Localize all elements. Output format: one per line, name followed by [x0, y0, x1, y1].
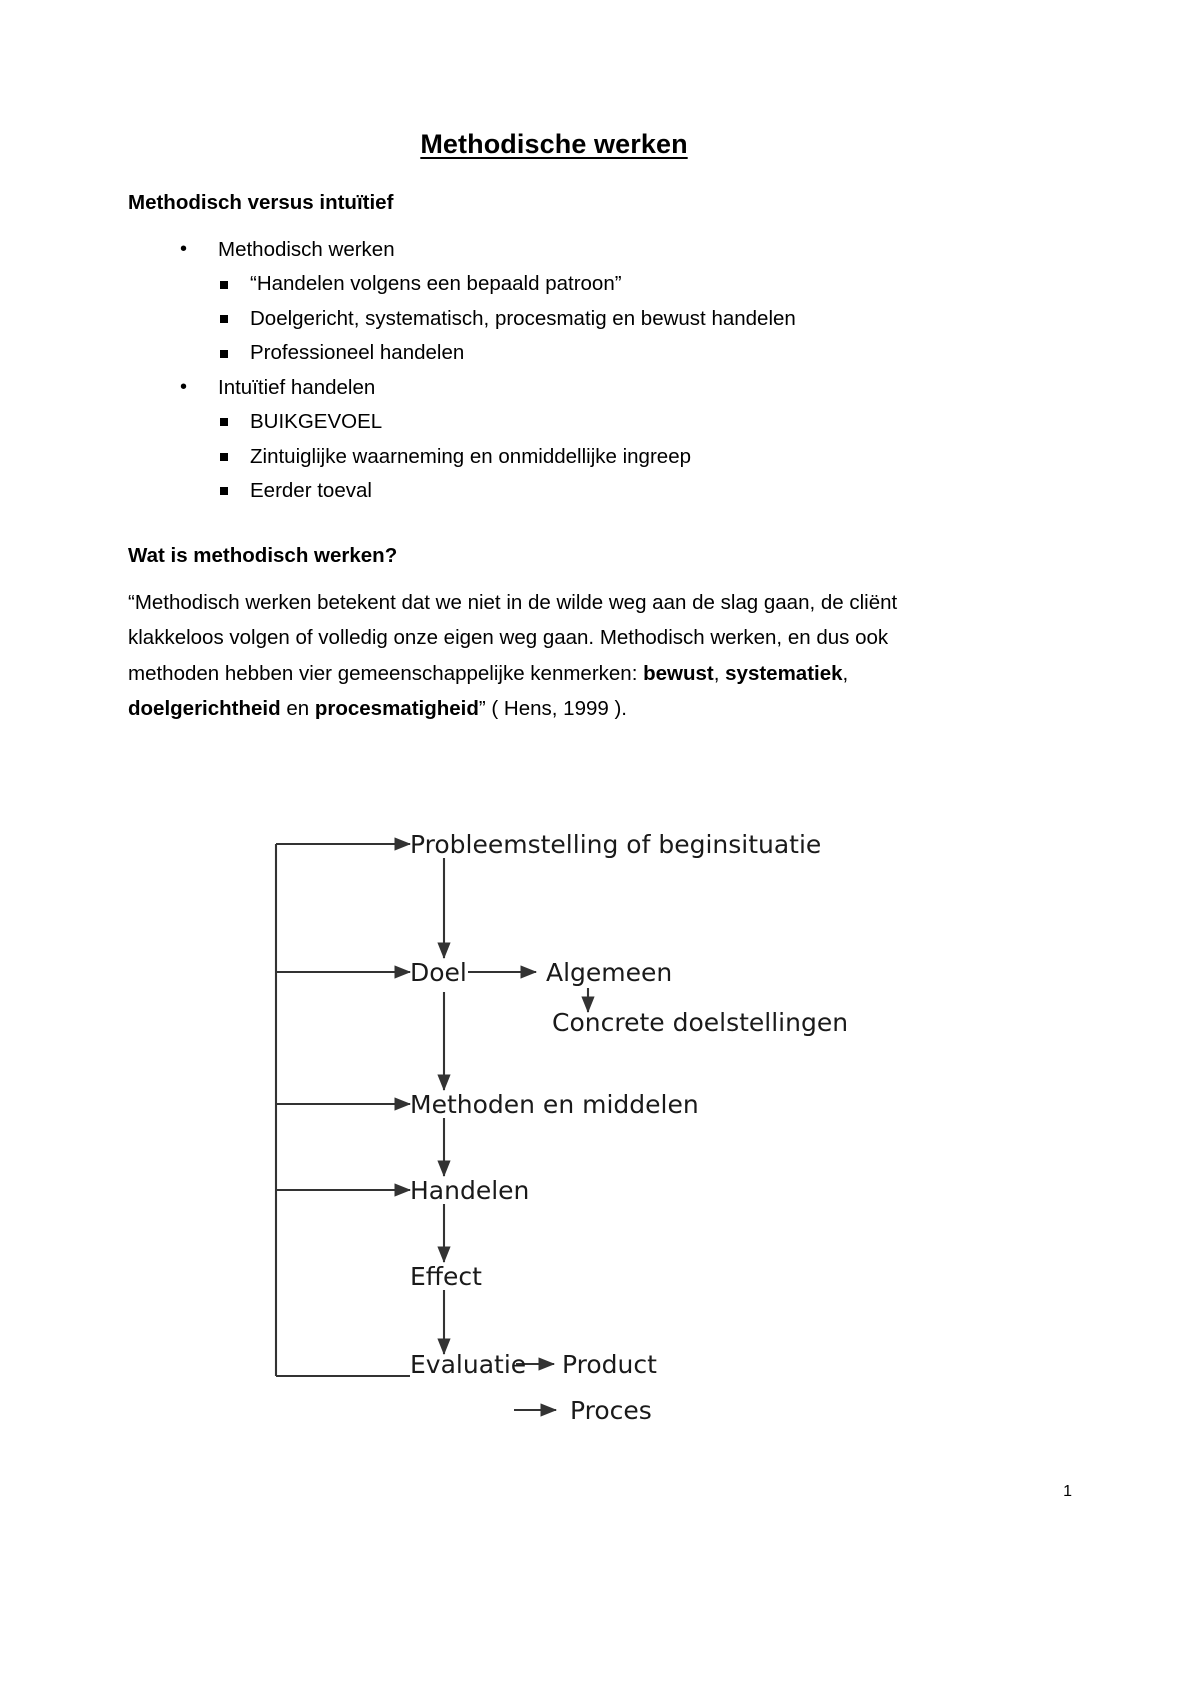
list-item-label: Zintuiglijke waarneming en onmiddellijke ingreep: [250, 444, 691, 468]
list-item-label: Methodisch werken: [218, 238, 395, 262]
flow-node-doel: Doel: [410, 958, 467, 987]
section-heading-methodisch-versus-intuitief: Methodisch versus intuïtief: [128, 191, 394, 215]
bullet-dot-icon: •: [180, 238, 188, 261]
list-item-label: BUIKGEVOEL: [250, 410, 383, 434]
bullet-square-icon: [220, 315, 228, 323]
list-item-label: Eerder toeval: [250, 479, 372, 503]
list-item-label: Intuïtief handelen: [218, 375, 376, 399]
list-item-label: “Handelen volgens een bepaald patroon”: [250, 272, 622, 296]
methodisch-werken-flowchart: [258, 812, 898, 1432]
list-item: [218, 336, 980, 370]
section-heading-wat-is-methodisch-werken: Wat is methodisch werken?: [128, 543, 398, 567]
list-item: [218, 474, 980, 508]
paragraph-text-part1: “Methodisch werken betekent dat we niet in de wilde weg aan de slag gaan, de cliënt klakkeloos volgen of volledig onze eigen weg gaan. Methodisch werken, en dus ook methoden hebben vier gemeenschappelijke kenmerken:: [128, 591, 898, 685]
paragraph-bold-procesmatigheid: procesmatigheid: [314, 696, 479, 720]
flowchart-connectors: [258, 812, 898, 1432]
paragraph-bold-bewust: bewust: [643, 661, 714, 685]
paragraph-sep2: ,: [842, 661, 849, 685]
document-content: [128, 128, 980, 726]
flow-node-proces: Proces: [570, 1396, 652, 1425]
page-title: Methodische werken: [420, 129, 688, 159]
bullet-dot-icon: •: [180, 375, 188, 398]
list-item: [176, 233, 980, 267]
bullet-square-icon: [220, 350, 228, 358]
paragraph-bold-doelgerichtheid: doelgerichtheid: [128, 696, 281, 720]
definition-paragraph: [128, 585, 980, 726]
bullet-list-level1: [128, 371, 980, 405]
list-item: [176, 371, 980, 405]
list-item: [218, 267, 980, 301]
flow-node-handelen: Handelen: [410, 1176, 530, 1205]
flow-node-product: Product: [562, 1350, 657, 1379]
paragraph-sep1: ,: [713, 661, 726, 685]
list-item: [218, 440, 980, 474]
list-item: [218, 405, 980, 439]
flow-node-evaluatie: Evaluatie: [410, 1350, 527, 1379]
bullet-list-level2-intuitief: [128, 405, 980, 508]
bullet-list-level1: [128, 233, 980, 267]
list-item-label: Professioneel handelen: [250, 341, 465, 365]
bullet-square-icon: [220, 487, 228, 495]
flow-node-effect: Effect: [410, 1262, 482, 1291]
paragraph-bold-systematiek: systematiek: [725, 661, 843, 685]
flow-node-probleemstelling: Probleemstelling of beginsituatie: [410, 830, 822, 859]
page-number: 1: [1063, 1483, 1072, 1500]
flow-node-algemeen: Algemeen: [546, 958, 673, 987]
paragraph-sep3: en: [280, 696, 315, 720]
bullet-square-icon: [220, 418, 228, 426]
list-item-label: Doelgericht, systematisch, procesmatig en bewust handelen: [250, 306, 796, 330]
paragraph-text-part2: ” ( Hens, 1999 ).: [478, 696, 628, 720]
flow-node-concrete-doelstellingen: Concrete doelstellingen: [552, 1008, 849, 1037]
spacer: [128, 509, 980, 543]
flow-node-methoden-en-middelen: Methoden en middelen: [410, 1090, 699, 1119]
bullet-square-icon: [220, 281, 228, 289]
bullet-square-icon: [220, 453, 228, 461]
bullet-list-level2-methodisch: [128, 267, 980, 370]
list-item: [218, 302, 980, 336]
